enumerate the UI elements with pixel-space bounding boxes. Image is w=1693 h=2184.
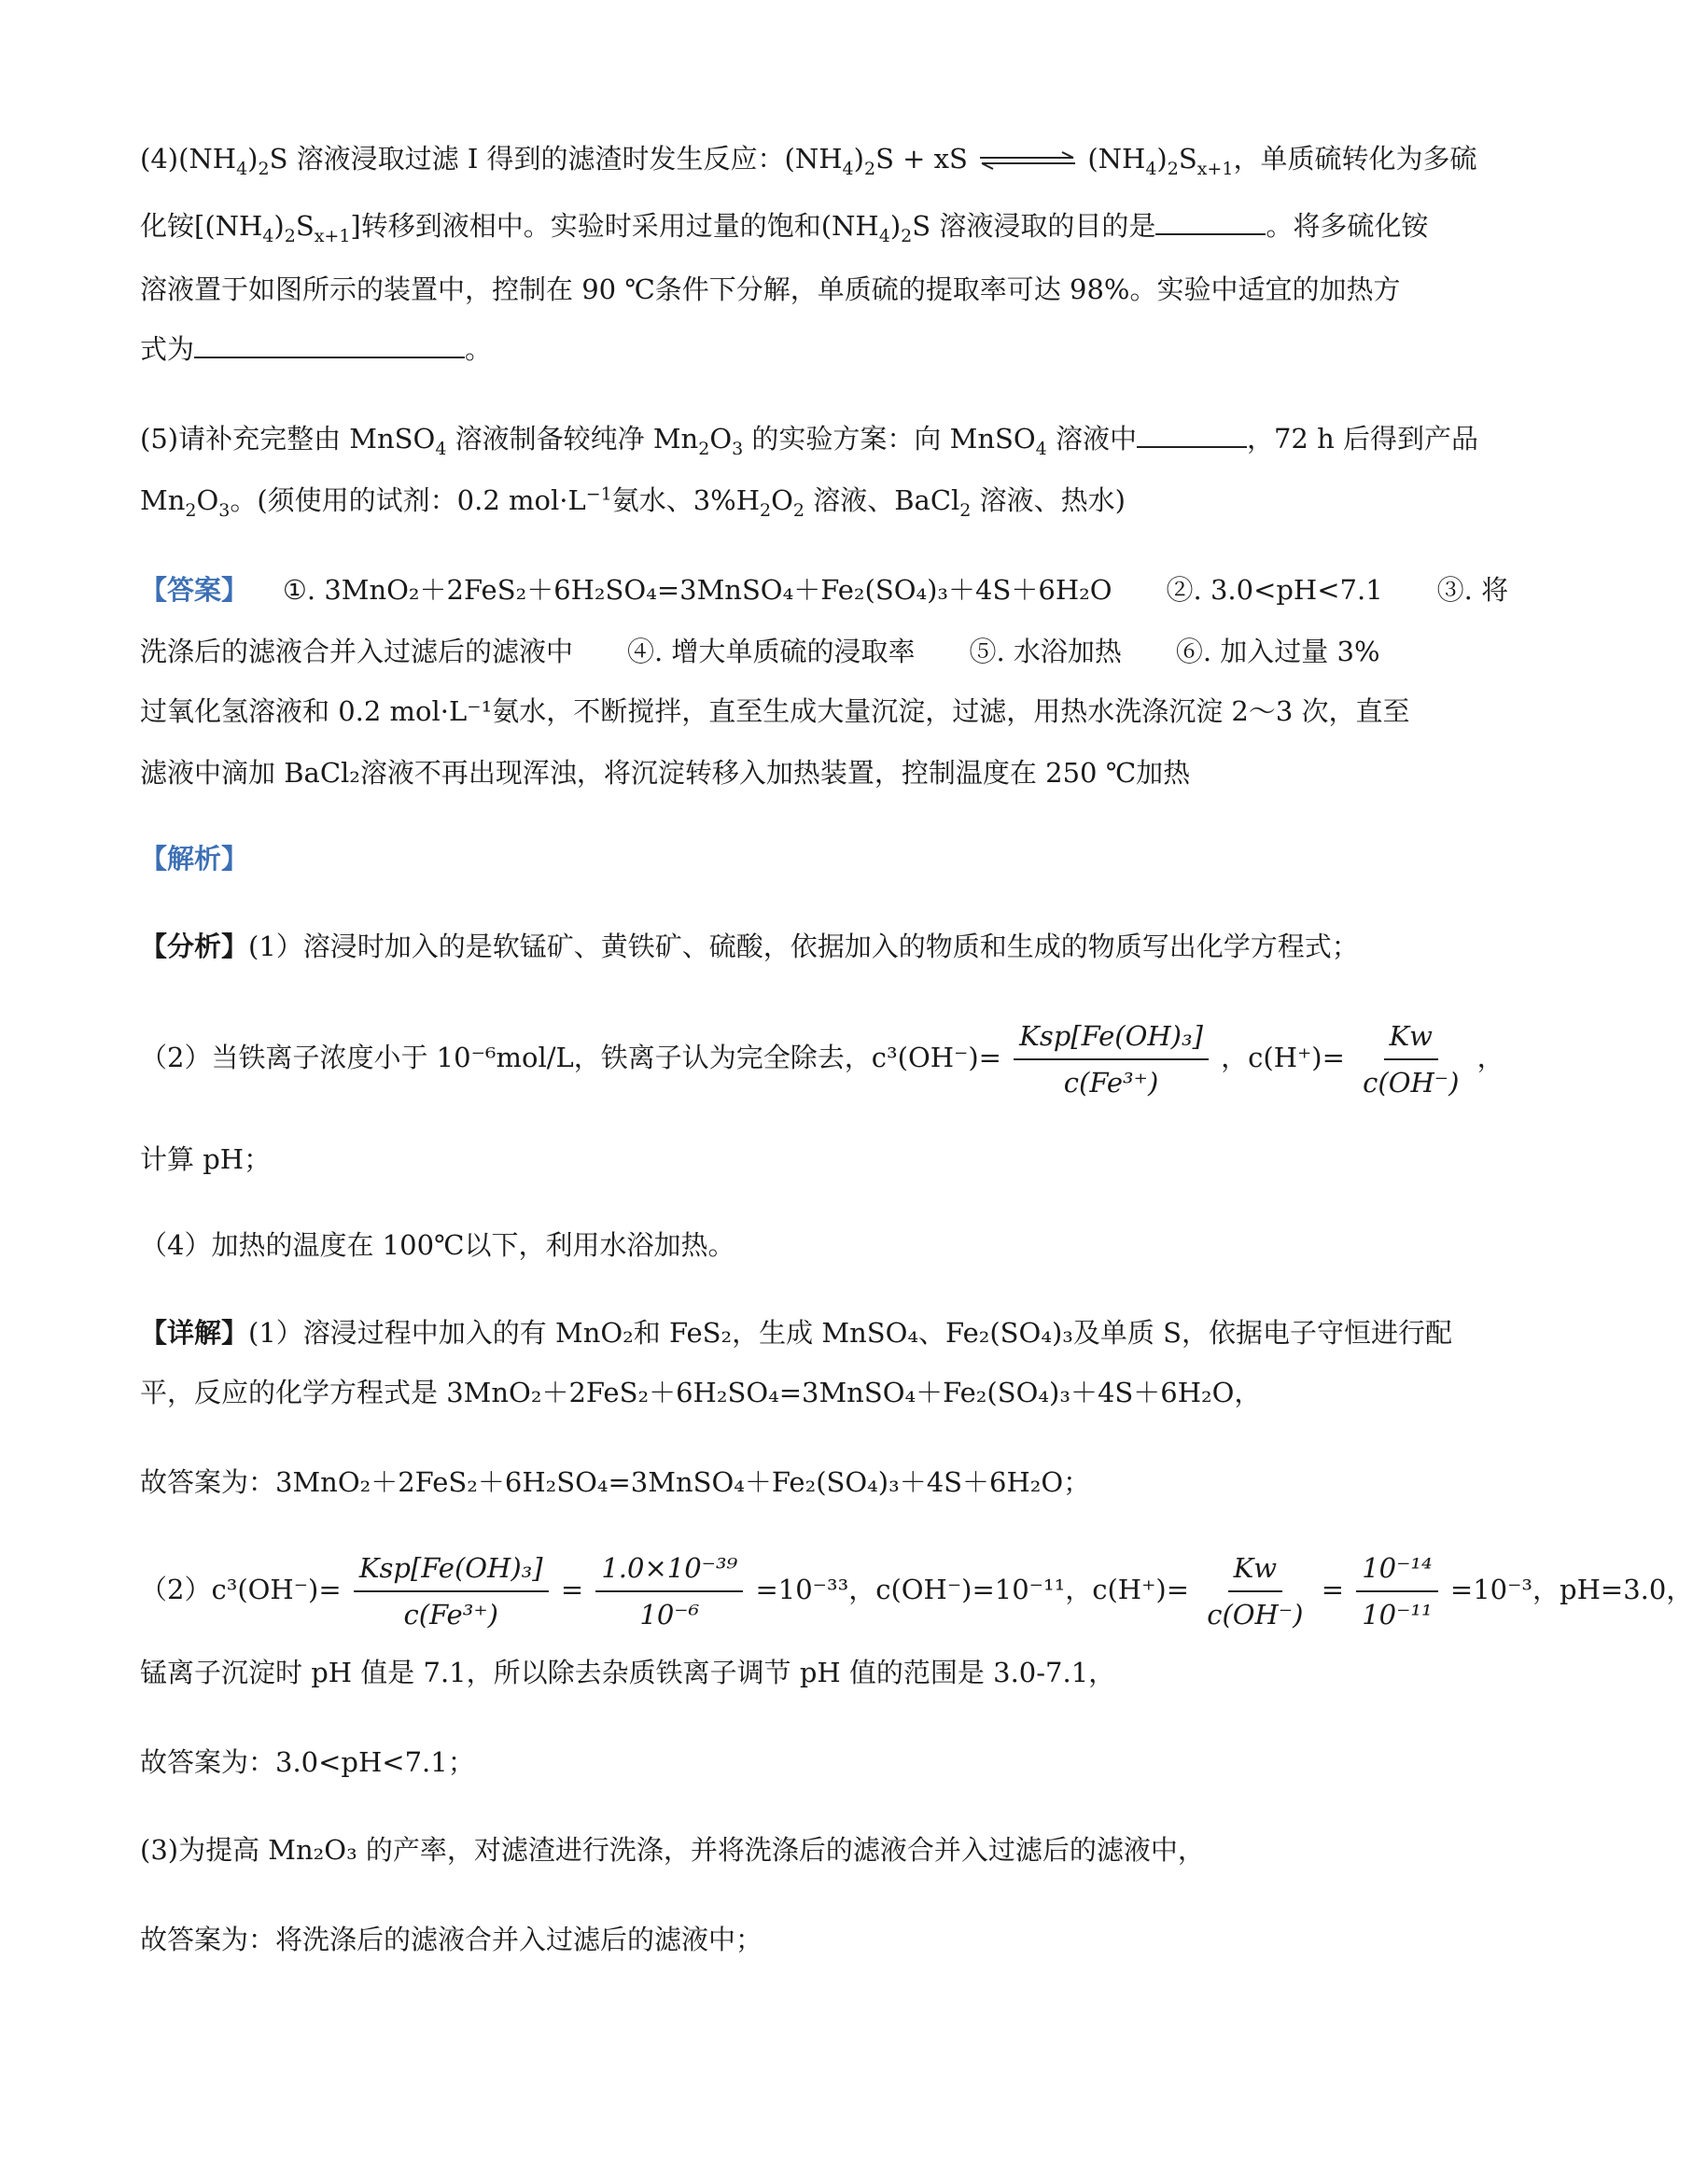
q4-line-1: $(4)(NH_4)_2S$ 溶液浸取过滤 I 得到的滤渣时发生反应：$(NH_4)_2S$ + xS $(NH_4)_2S_{x+1}$，单质硫转化为多硫 [140,143,1477,179]
detail-line-5: 锰离子沉淀时 pH 值是 7.1，所以除去杂质铁离子调节 pH 值的范围是 3.0-7.1， [140,1657,1116,1688]
analysis-line-2: （2）当铁离子浓度小于 10⁻⁶mol/L，铁离子认为完全除去，c³(OH⁻)= $\frac{\text{Ksp[Fe(OH)₃]}}{\text{c(Fe³⁺)}}$ ，c(H⁺)= $\frac{Kw}{c(OH^-)}$ ， [140,1017,1504,1101]
detail-line-4: （2）c³(OH⁻)= $\frac{\text{Ksp[Fe(OH)₃]}}{\text{c(Fe³⁺)}}$ = $\frac{\text{1.0×10⁻³⁹}}{\text{10⁻⁶}}$ =10⁻³³，c(OH⁻)=10⁻¹¹，c(H⁺)= $\frac{Kw}{c(OH^-)}$ = $\frac{\text{10⁻¹⁴}}{\text{10⁻¹¹}}$ =10⁻³，pH=3.0， [140,1549,1693,1633]
answer-blank-4b [194,329,465,358]
detail-line-1: 【详解】(1）溶浸过程中加入的有 MnO₂和 FeS₂，生成 MnSO₄、Fe₂(SO₄)₃及单质 S，依据电子守恒进行配 [140,1317,1452,1349]
detail-line-7: (3)为提高 Mn₂O₃ 的产率，对滤渣进行洗涤，并将洗涤后的滤液合并入过滤后的滤液中， [140,1834,1205,1866]
ksp-fraction-2: $\frac{\text{Ksp[Fe(OH)₃]}}{\text{c(Fe³⁺)}}$ [354,1549,549,1633]
q5-line-2: $Mn_2O_3$。(须使用的试剂：0.2 $mol\cdot L^{-1}$氨水、$3\%H_2O_2$ 溶液、BaCl$_2$ 溶液、热水) [140,483,1126,521]
q4-line-2: 化铵$[(NH_4)_2S_{x+1}]$转移到液相中。实验时采用过量的饱和$(NH_4)_2S$ 溶液浸取的目的是 。将多硫化铵 [140,205,1428,246]
analysis-heading: 【解析】 [140,843,249,875]
analysis-line-3: 计算 pH； [140,1143,272,1175]
detail-line-8: 故答案为：将洗涤后的滤液合并入过滤后的滤液中； [140,1924,763,1955]
answer-line-4: 滤液中滴加 BaCl₂溶液不再出现浑浊，将沉淀转移入加热装置，控制温度在 250 ℃加热 [140,757,1191,789]
q4-line-4: 式为 。 [140,329,492,370]
value-fraction: $\frac{\text{1.0×10⁻³⁹}}{\text{10⁻⁶}}$ [595,1549,743,1633]
equilibrium-arrow-icon [976,151,1079,170]
detail-line-2: 平，反应的化学方程式是 3MnO₂＋2FeS₂＋6H₂SO₄=3MnSO₄＋Fe₂(SO₄)₃＋4S＋6H₂O， [140,1377,1262,1408]
answer-blank-4a [1155,205,1266,235]
analysis-line-4: （4）加热的温度在 100℃以下，利用水浴加热。 [140,1229,735,1261]
power-fraction: $\frac{\text{10⁻¹⁴}}{\text{10⁻¹¹}}$ [1356,1549,1437,1633]
analysis-line-1: 【分析】(1）溶浸时加入的是软锰矿、黄铁矿、硫酸，依据加入的物质和生成的物质写出化学方程式； [140,931,1359,962]
q5-line-1: (5)请补充完整由 MnSO$_4$ 溶液制备较纯净 $Mn_2O_3$ 的实验方案：向 MnSO$_4$ 溶液中 ，72 h 后得到产品 [140,418,1478,459]
answer-tag: 【答案】 [140,574,249,606]
kw-fraction: $\frac{Kw}{c(OH^-)}$ [1357,1017,1464,1101]
ksp-fraction: $\frac{\text{Ksp[Fe(OH)₃]}}{\text{c(Fe³⁺)}}$ [1014,1017,1209,1101]
detail-line-6: 故答案为：3.0<pH<7.1； [140,1746,475,1778]
answer-blank-5 [1137,418,1247,448]
kw-fraction-2: $\frac{Kw}{c(OH^-)}$ [1201,1549,1308,1633]
q4-line-3: 溶液置于如图所示的装置中，控制在 90 ℃条件下分解，单质硫的提取率可达 98%。实验中适宜的加热方 [140,273,1401,305]
answer-line-2: 洗涤后的滤液合并入过滤后的滤液中 ④. 增大单质硫的浸取率 ⑤. 水浴加热 ⑥. 加入过量 3% [140,636,1380,667]
detail-line-3: 故答案为：3MnO₂＋2FeS₂＋6H₂SO₄=3MnSO₄＋Fe₂(SO₄)₃＋4S＋6H₂O； [140,1466,1091,1498]
answer-line-3: 过氧化氢溶液和 0.2 mol·L⁻¹氨水，不断搅拌，直至生成大量沉淀，过滤，用热水洗涤沉淀 2～3 次，直至 [140,695,1410,727]
answer-line-1: 【答案】 ①. 3MnO₂＋2FeS₂＋6H₂SO₄=3MnSO₄＋Fe₂(SO₄)₃＋4S＋6H₂O ②. 3.0<pH<7.1 ③. 将 [140,574,1509,606]
